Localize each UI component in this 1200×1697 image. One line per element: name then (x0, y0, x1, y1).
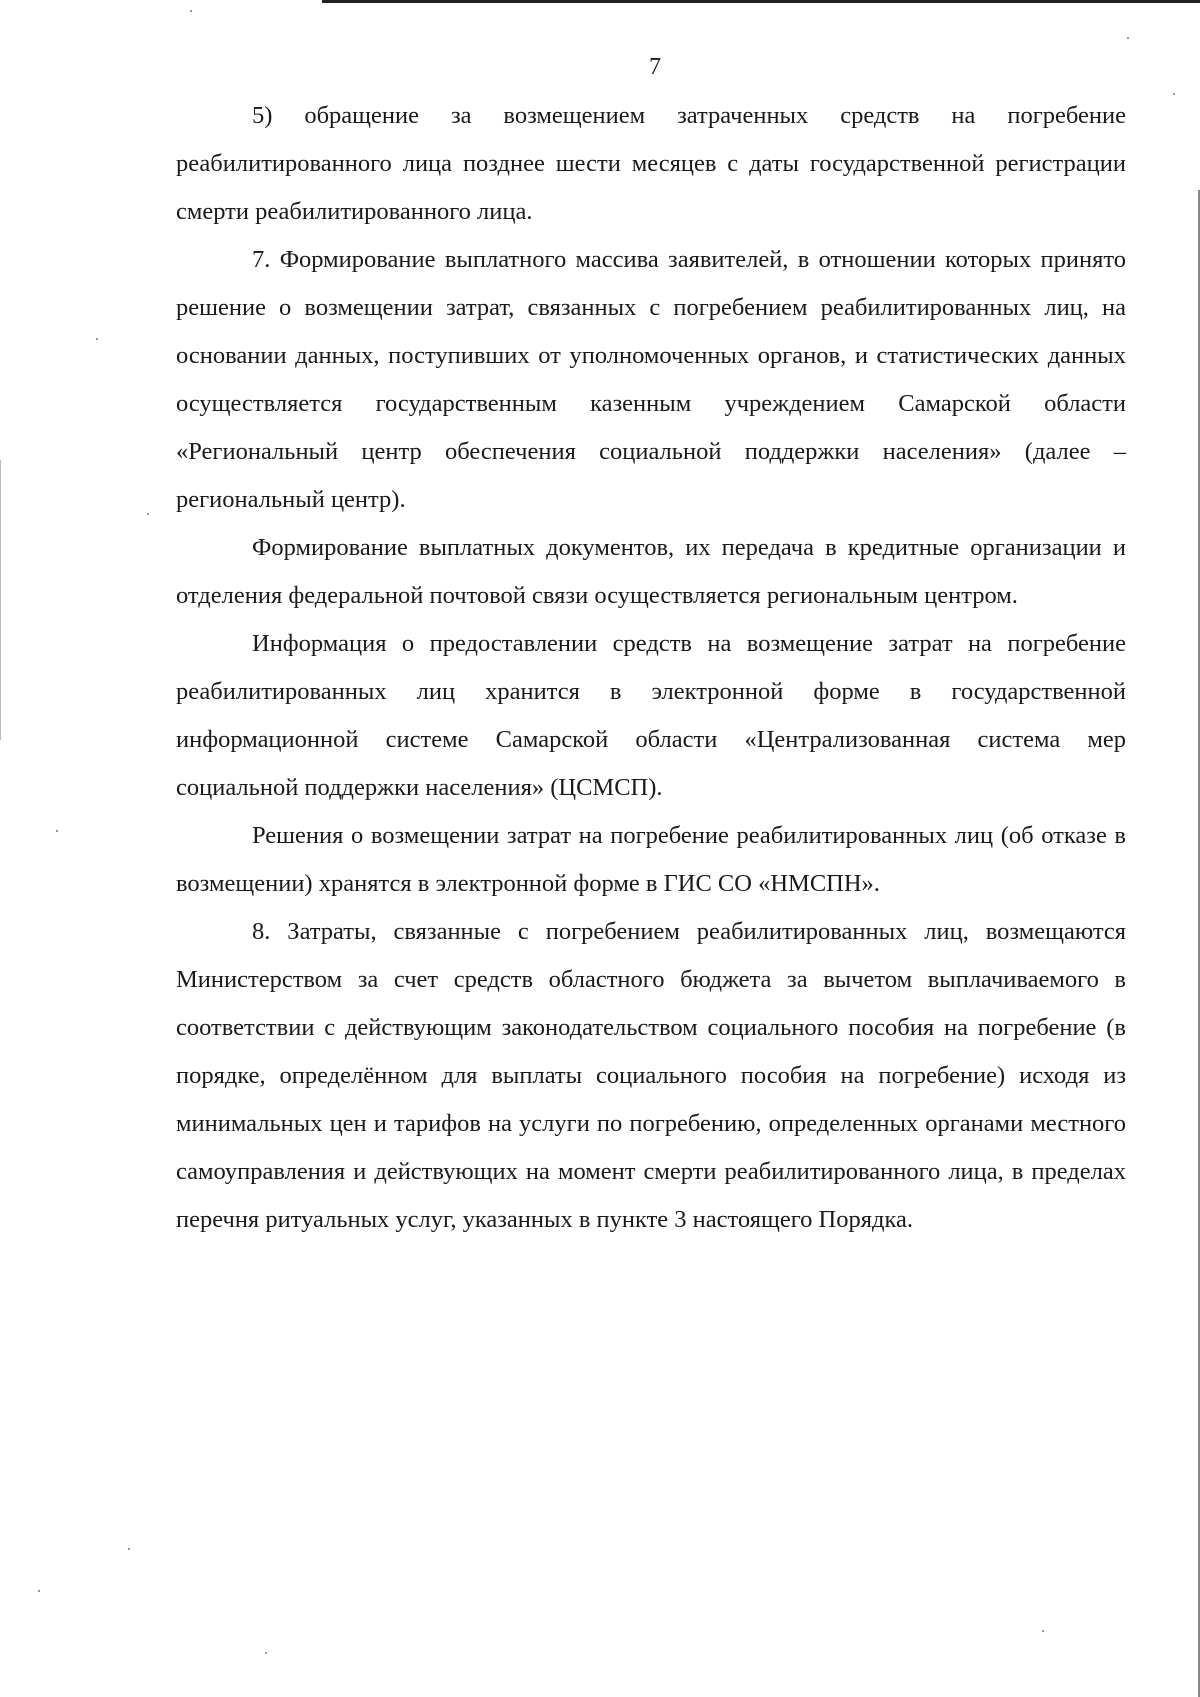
scan-speck (190, 10, 192, 12)
document-body (176, 92, 1126, 1244)
scan-speck (96, 338, 98, 340)
paragraph-payment-documents: Формирование выплатных документов, их передача в кредитные организации и отделения федеральной почтовой связи осуществляется региональным центром. (176, 534, 1126, 609)
paragraph-section-7: 7. Формирование выплатного массива заявителей, в отношении которых принято решение о возмещении затрат, связанных с погребением реабилитированных лиц, на основании данных, поступивших от уполномоченных органов, и статистических данных осуществляется государственным казенным учреждением Самарской области «Региональный центр обеспечения социальной поддержки населения» (далее – региональный центр). (176, 246, 1126, 513)
paragraph-item-5: 5) обращение за возмещением затраченных средств на погребение реабилитированного лица позднее шести месяцев с даты государственной регистрации смерти реабилитированного лица. (176, 102, 1126, 225)
paragraph-section-8: 8. Затраты, связанные с погребением реабилитированных лиц, возмещаются Министерством за счет средств областного бюджета за вычетом выплачиваемого в соответствии с действующим законодательством социального пособия на погребение (в порядке, определённом для выплаты социального пособия на погребение) исходя из минимальных цен и тарифов на услуги по погребению, определенных органами местного самоуправления и действующих на момент смерти реабилитированного лица, в пределах перечня ритуальных услуг, указанных в пункте 3 настоящего Порядка. (176, 918, 1126, 1233)
scan-speck (1127, 37, 1129, 39)
scan-speck (1042, 1630, 1044, 1632)
scan-speck (128, 1548, 130, 1550)
page-number: 7 (649, 54, 661, 80)
paragraph-decisions-storage: Решения о возмещении затрат на погребение реабилитированных лиц (об отказе в возмещении) хранятся в электронной форме в ГИС СО «НМСПН». (176, 822, 1126, 897)
scan-speck (147, 513, 149, 515)
paragraph-information-storage: Информация о предоставлении средств на возмещение затрат на погребение реабилитированных лиц хранится в электронной форме в государственной информационной системе Самарской области «Централизованная система мер социальной поддержки населения» (ЦСМСП). (176, 630, 1126, 801)
scan-speck (56, 830, 58, 832)
scan-speck (1173, 93, 1175, 95)
scan-top-border (322, 0, 1200, 3)
scan-speck (38, 1590, 40, 1592)
scan-left-border (0, 460, 1, 740)
scan-speck (265, 1652, 267, 1654)
